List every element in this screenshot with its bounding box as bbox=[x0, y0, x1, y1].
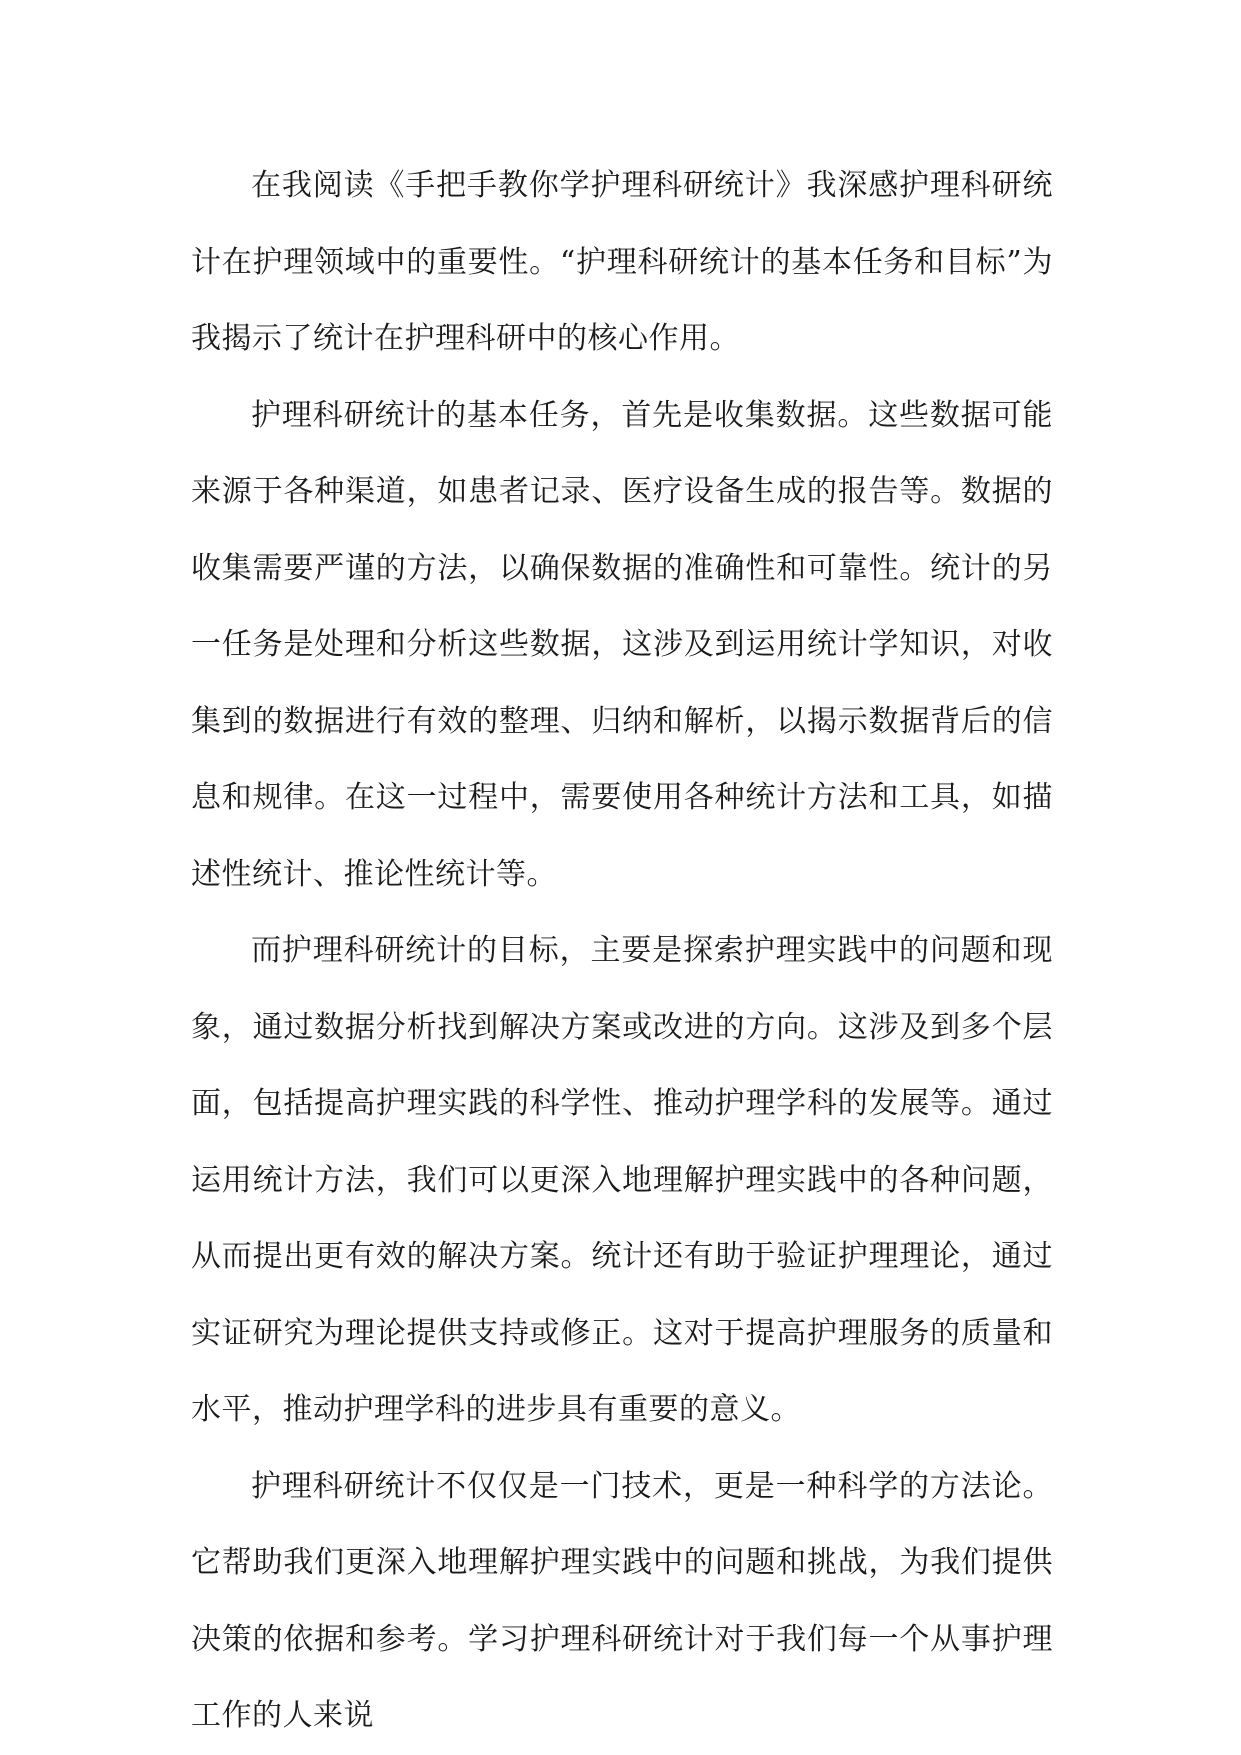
paragraph-basic-tasks: 护理科研统计的基本任务，首先是收集数据。这些数据可能来源于各种渠道，如患者记录、医疗设备生成的报告等。数据的收集需要严谨的方法，以确保数据的准确性和可靠性。统计的另一任务是处理和分析这些数据，这涉及到运用统计学知识，对收集到的数据进行有效的整理、归纳和解析，以揭示数据背后的信息和规律。在这一过程中，需要使用各种统计方法和工具，如描述性统计、推论性统计等。 bbox=[191, 397, 1053, 892]
paragraph-goals: 而护理科研统计的目标，主要是探索护理实践中的问题和现象，通过数据分析找到解决方案或改进的方向。这涉及到多个层面，包括提高护理实践的科学性、推动护理学科的发展等。通过运用统计方法，我们可以更深入地理解护理实践中的各种问题，从而提出更有效的解决方案。统计还有助于验证护理理论，通过实证研究为理论提供支持或修正。这对于提高护理服务的质量和水平，推动护理学科的进步具有重要的意义。 bbox=[191, 933, 1053, 1427]
paragraph-methodology: 护理科研统计不仅仅是一门技术，更是一种科学的方法论。它帮助我们更深入地理解护理实践中的问题和挑战，为我们提供决策的依据和参考。学习护理科研统计对于我们每一个从事护理工作的人来说 bbox=[191, 1468, 1053, 1733]
paragraph-intro: 在我阅读《手把手教你学护理科研统计》我深感护理科研统计在护理领域中的重要性。“护理科研统计的基本任务和目标”为我揭示了统计在护理科研中的核心作用。 bbox=[191, 168, 1053, 356]
document-body bbox=[191, 148, 1053, 1755]
